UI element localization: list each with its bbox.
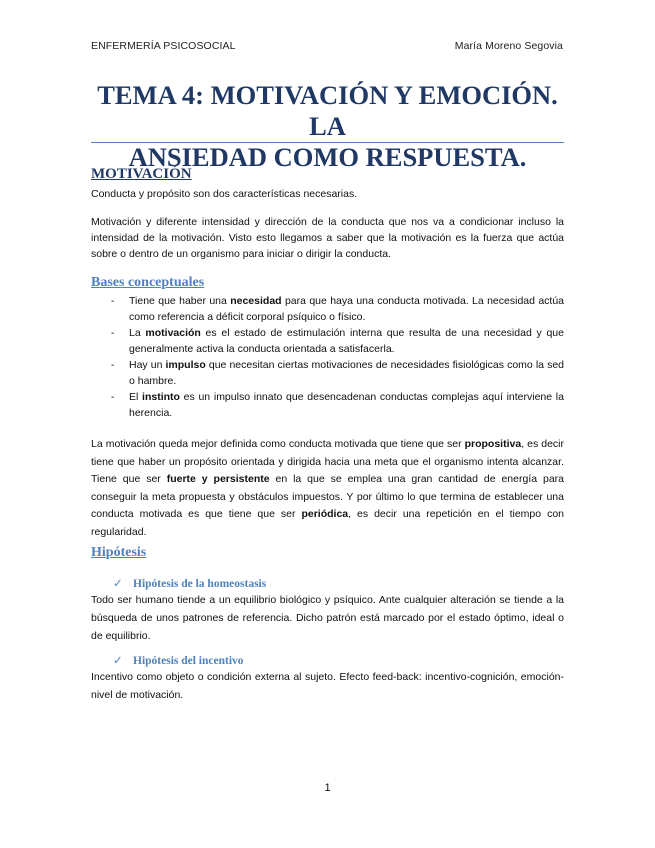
bold-term: propositiva: [464, 438, 522, 450]
bold-term: instinto: [142, 391, 180, 403]
text: para que haya una conducta motivada. La necesidad actúa como referencia a déficit corporal psíquico o físico.: [129, 295, 565, 323]
incentivo-paragraph: [91, 668, 564, 704]
list-item: [91, 389, 564, 421]
text: es el estado de estimulación interna que resulta de una necesidad y que generalmente activa la conducta orientada a satisfacerla.: [129, 327, 564, 355]
text: en la que se emplea una gran cantidad de energía para conseguir la meta propuesta y obstáculos impuestos. Y por último lo que termina de establecer una conducta motivada es que tiene que ser: [91, 473, 565, 520]
dash-bullet: -: [111, 327, 115, 339]
heading-text: Hipótesis de la homeostasis: [133, 578, 267, 590]
subsubheading-incentivo: [113, 653, 244, 667]
title-line-1: TEMA 4: MOTIVACIÓN Y EMOCIÓN. LA: [97, 80, 558, 141]
bold-term: periódica: [301, 508, 349, 520]
paragraph: Todo ser humano tiende a un equilibrio biológico y psíquico. Ante cualquier alteración se tiende a la búsqueda de unos patrones de referencia. Dicho patrón está marcado por el estado óptimo, ideal o de equilibrio.: [91, 594, 564, 642]
homeostasis-paragraph: [91, 591, 564, 645]
dash-bullet: -: [111, 295, 115, 307]
bold-term: necesidad: [230, 295, 282, 307]
subheading-hipotesis: Hipótesis: [91, 545, 147, 560]
text: , es decir tiene que haber un propósito orientada y dirigida hacia una meta que el organismo intenta alcanzar. Tiene que ser: [91, 438, 564, 485]
text: La motivación queda mejor definida como conducta motivada que tiene que ser: [91, 438, 465, 450]
checkmark-icon: ✓: [113, 653, 123, 667]
text: es un impulso innato que desencadenan conductas complejas aquí interviene la herencia.: [129, 391, 564, 419]
title-underline-rule: [91, 142, 564, 143]
text: El: [129, 391, 143, 403]
paragraph: Conducta y propósito son dos características necesarias.: [91, 188, 358, 200]
list-item: [91, 325, 564, 357]
dash-bullet: -: [111, 391, 115, 403]
bases-list: [91, 293, 564, 421]
text: , es decir una repetición en el tiempo con regularidad.: [91, 508, 564, 538]
page-number: 1: [324, 782, 331, 794]
document-title: [91, 80, 564, 173]
dash-bullet: -: [111, 359, 115, 371]
motivacion-intro: [91, 186, 564, 202]
text: que necesitan ciertas motivaciones de necesidades fisiológicas como la sed o hambre.: [129, 359, 564, 387]
list-item: [91, 293, 564, 325]
header-author: María Moreno Segovia: [454, 40, 563, 52]
title-line-2: ANSIEDAD COMO RESPUESTA.: [128, 142, 527, 172]
paragraph: Incentivo como objeto o condición externa al sujeto. Efecto feed-back: incentivo-cognición, emoción- nivel de motivación.: [91, 671, 564, 701]
subheading-bases-conceptuales: Bases conceptuales: [91, 275, 205, 290]
heading-text: Hipótesis del incentivo: [133, 655, 244, 667]
subsubheading-homeostasis: [113, 576, 266, 590]
text: La: [129, 327, 146, 339]
text: Tiene que haber una: [129, 295, 231, 307]
list-item: [91, 357, 564, 389]
bold-term: fuerte y persistente: [166, 473, 270, 485]
bold-term: motivación: [145, 327, 201, 339]
paragraph: [91, 436, 564, 541]
paragraph: Motivación y diferente intensidad y dirección de la conducta que nos va a condicionar incluso la intensidad de la motivación. Visto esto llegamos a saber que la motivación es la fuerza que actúa sobre o dentro de un organismo para iniciar o dirigir la conducta.: [91, 216, 564, 260]
motivacion-definition: [91, 214, 564, 262]
section-heading-motivacion: MOTIVACIÓN: [91, 166, 192, 182]
header-course: ENFERMERÍA PSICOSOCIAL: [91, 40, 236, 52]
bold-term: impulso: [165, 359, 206, 371]
checkmark-icon: ✓: [113, 576, 123, 590]
text: Hay un: [129, 359, 166, 371]
bases-paragraph: [91, 436, 564, 541]
bases-list-container: [91, 293, 564, 421]
